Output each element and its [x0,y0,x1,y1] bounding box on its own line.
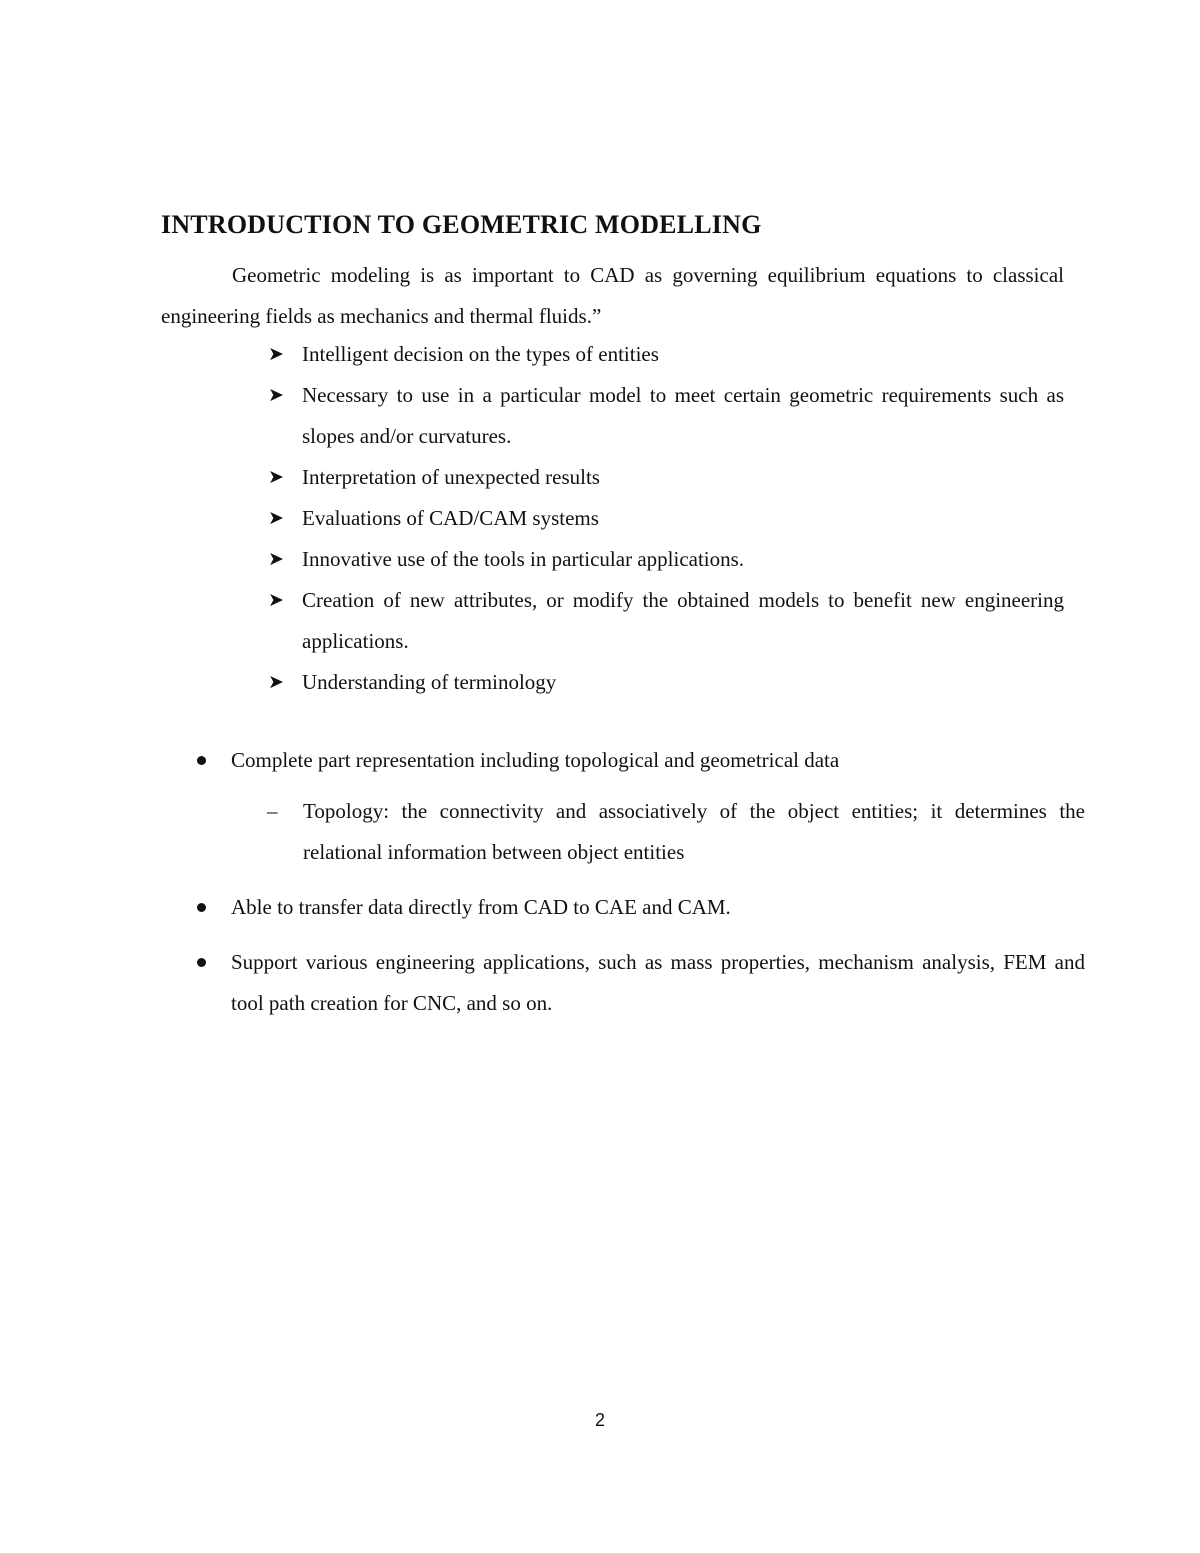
round-bullet-icon [197,756,206,765]
page-number: 2 [594,1410,605,1430]
list-item: ➤ Intelligent decision on the types of entities [268,334,1064,375]
list-item: ➤ Innovative use of the tools in particular applications. [268,539,1064,580]
list-item: Support various engineering applications, such as mass properties, mechanism analysis, FEM and tool path creation for CNC, and so on. [195,942,1085,1024]
list-item: – Topology: the connectivity and associatively of the object entities; it determines the relational information between object entities [267,791,1085,873]
round-bullet-icon [197,903,206,912]
arrow-bullet-icon: ➤ [268,671,284,693]
intro-paragraph: Geometric modeling is as important to CAD as governing equilibrium equations to classical engineering fields as mechanics and thermal fluids.” [161,263,1064,328]
list-item: ➤ Interpretation of unexpected results [268,457,1064,498]
list-item: ➤ Evaluations of CAD/CAM systems [268,498,1064,539]
arrow-bullet-icon: ➤ [268,343,284,365]
list-item: ➤ Understanding of terminology [268,662,1064,703]
arrow-bullet-icon: ➤ [268,548,284,570]
list-item: Able to transfer data directly from CAD to CAE and CAM. [195,887,1085,928]
list-item: Complete part representation including topological and geometrical data – Topology: the connectivity and associatively of the object entities; it determines the relational information between object entities [195,740,1085,873]
round-bullet-icon [197,958,206,967]
list-item: ➤ Creation of new attributes, or modify the obtained models to benefit new engineering applications. [268,580,1064,662]
list-item: ➤ Necessary to use in a particular model to meet certain geometric requirements such as slopes and/or curvatures. [268,375,1064,457]
arrow-list [268,334,1064,703]
page-title: INTRODUCTION TO GEOMETRIC MODELLING [161,210,762,239]
arrow-bullet-icon: ➤ [268,384,284,406]
dash-bullet-icon: – [267,799,278,823]
arrow-bullet-icon: ➤ [268,589,284,611]
bullet-list [195,740,1085,1024]
arrow-bullet-icon: ➤ [268,466,284,488]
sub-list [231,791,1085,873]
arrow-bullet-icon: ➤ [268,507,284,529]
